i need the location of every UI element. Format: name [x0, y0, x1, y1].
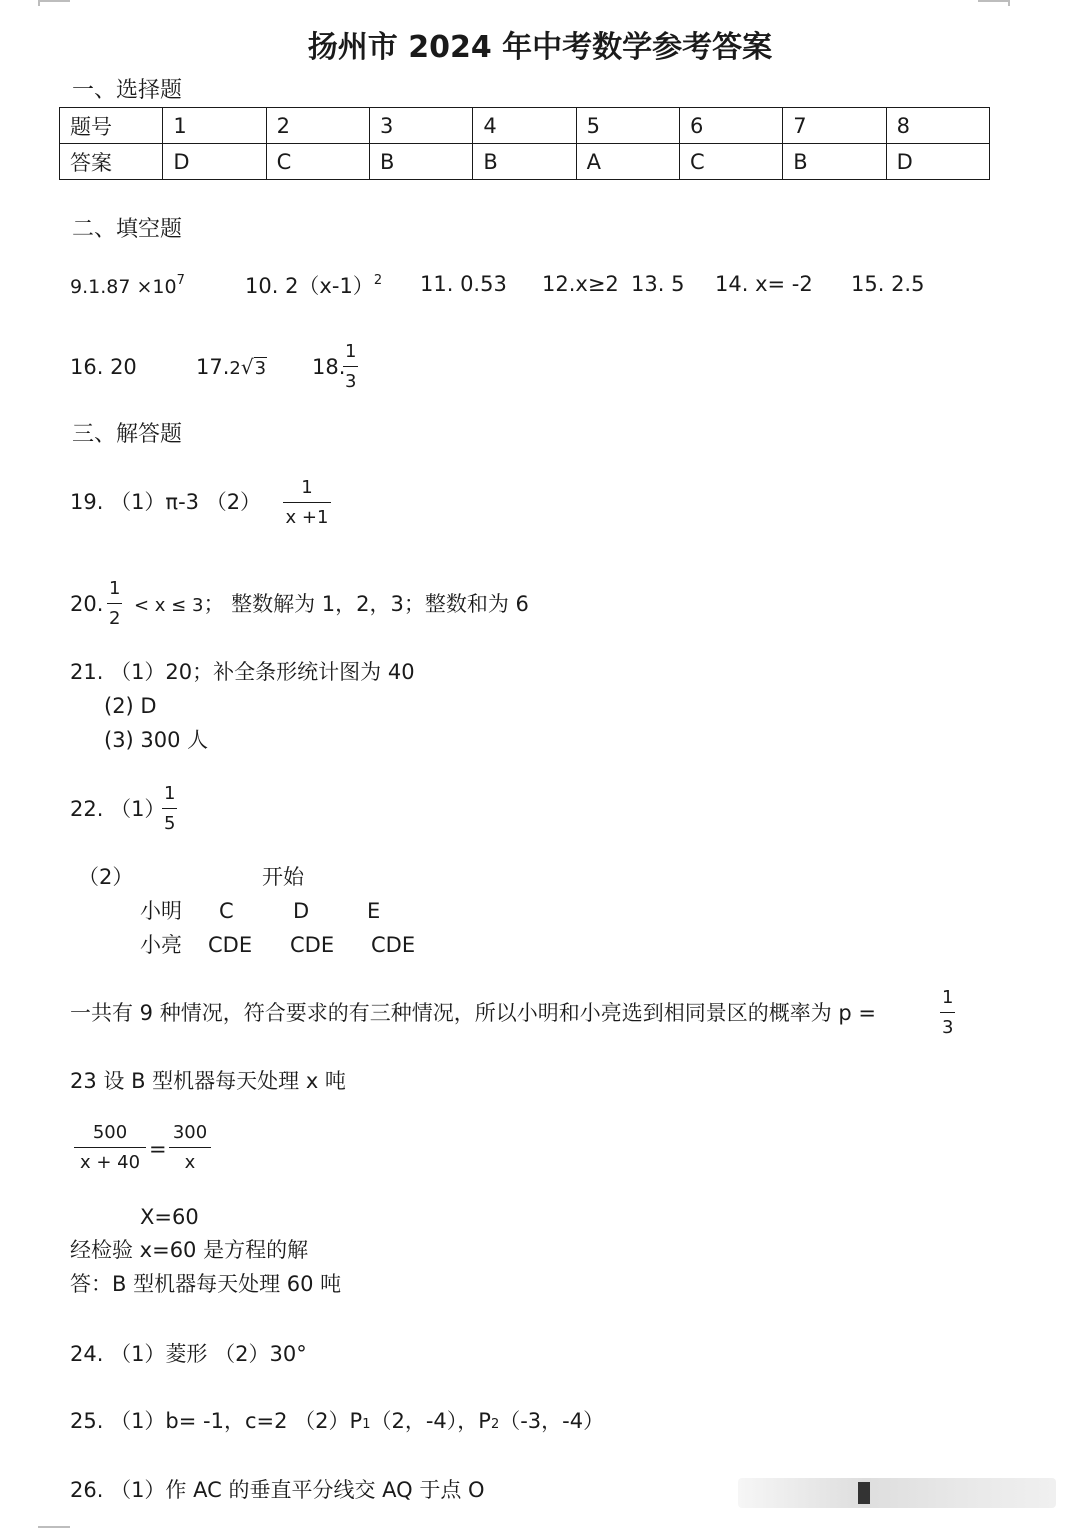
tree-ming-choice: E: [367, 899, 381, 923]
q25-part-c: （-3，-4）: [499, 1409, 605, 1433]
row-label-answer: 答案: [60, 144, 163, 180]
answer-q13: 13. 5: [631, 272, 685, 296]
tree-start: 开始: [262, 865, 304, 889]
answer-q24: 24. （1）菱形 （2）30°: [70, 1342, 307, 1366]
answer-q21-part1: 21. （1）20；补全条形统计图为 40: [70, 660, 415, 684]
table-cell: B: [473, 144, 576, 180]
q20-rest: ； 整数解为 1，2，3；整数和为 6: [203, 592, 529, 616]
answer-q11: 11. 0.53: [420, 272, 507, 296]
table-cell: C: [266, 144, 369, 180]
answer-q20: [134, 594, 529, 615]
table-cell: A: [576, 144, 679, 180]
answer-q25: [70, 1411, 604, 1432]
answer-q9: [70, 274, 185, 297]
q25-subscript-1: 1: [362, 1417, 371, 1432]
fraction-numerator: 1: [283, 479, 331, 503]
answer-q15: 15. 2.5: [851, 272, 925, 296]
q17-label: 17.: [196, 355, 230, 379]
table-row: [60, 144, 990, 180]
tree-liang-choice: CDE: [290, 933, 335, 957]
q23-solution: X=60: [140, 1205, 199, 1229]
tree-liang-label: 小亮: [140, 933, 182, 957]
answer-table: [59, 107, 990, 180]
q18-fraction: [343, 343, 358, 391]
table-cell: 8: [886, 108, 989, 144]
table-cell: D: [886, 144, 989, 180]
table-cell: 2: [266, 108, 369, 144]
table-cell: 5: [576, 108, 679, 144]
fraction-denominator: 3: [345, 371, 357, 392]
table-cell: D: [163, 144, 266, 180]
fraction-numerator: 300: [169, 1124, 211, 1148]
q22-fraction: [162, 785, 177, 833]
answer-q26: 26. （1）作 AC 的垂直平分线交 AQ 于点 O: [70, 1478, 485, 1502]
fraction-denominator: x + 40: [79, 1152, 141, 1173]
table-cell: C: [679, 144, 782, 180]
tree-ming-choice: C: [219, 899, 234, 923]
answer-q22-part1: 22. （1）: [70, 797, 166, 821]
fraction-denominator: 5: [164, 813, 176, 834]
q20-fraction: [107, 580, 122, 628]
fraction-denominator: 3: [942, 1017, 954, 1038]
table-cell: 1: [163, 108, 266, 144]
answer-q16: 16. 20: [70, 355, 137, 379]
q22-probability-fraction: [940, 989, 955, 1037]
fraction-numerator: 500: [74, 1124, 146, 1148]
fraction-numerator: 1: [343, 343, 358, 367]
table-cell: B: [369, 144, 472, 180]
fraction-numerator: 1: [940, 989, 955, 1013]
q9-exponent: 7: [176, 273, 185, 288]
answer-q21-part2: (2) D: [104, 694, 157, 718]
table-cell: 6: [679, 108, 782, 144]
q23-lhs-fraction: [74, 1124, 146, 1172]
q25-part-a: 25. （1）b= -1，c=2 （2）P: [70, 1409, 363, 1433]
table-cell: B: [783, 144, 886, 180]
tree-ming-label: 小明: [140, 899, 182, 923]
sqrt-icon: √: [240, 355, 254, 379]
fraction-denominator: x +1: [285, 507, 329, 528]
q10-exponent: 2: [373, 273, 383, 288]
fraction-numerator: 1: [162, 785, 177, 809]
fraction-denominator: 2: [109, 608, 121, 629]
q23-check: 经检验 x=60 是方程的解: [70, 1238, 309, 1262]
q23-intro: 23 设 B 型机器每天处理 x 吨: [70, 1069, 346, 1093]
answer-q10: [245, 274, 382, 297]
crop-mark-top-left: [38, 0, 70, 2]
watermark-mark: [858, 1482, 870, 1504]
q23-equals-sign: =: [149, 1137, 167, 1161]
table-cell: 7: [783, 108, 886, 144]
crop-mark-top-right: [978, 0, 1010, 2]
row-label-question-number: 题号: [60, 108, 163, 144]
answer-q21-part3: (3) 300 人: [104, 728, 209, 752]
q23-rhs-fraction: [169, 1124, 211, 1172]
answer-q22-part2: （2）: [78, 865, 134, 889]
crop-mark-bottom-left: [38, 1526, 70, 1528]
q23-answer: 答：B 型机器每天处理 60 吨: [70, 1272, 342, 1296]
q17-coefficient: 2: [229, 358, 241, 379]
table-cell: 4: [473, 108, 576, 144]
q22-conclusion: 一共有 9 种情况，符合要求的有三种情况，所以小明和小亮选到相同景区的概率为 p =: [70, 1001, 876, 1025]
q19-fraction: [283, 479, 331, 527]
answer-q14: 14. x= -2: [715, 272, 813, 296]
q25-subscript-2: 2: [490, 1417, 500, 1432]
page-title: 扬州市 2024 年中考数学参考答案: [307, 30, 773, 65]
crop-mark-top-right-v: [1008, 0, 1010, 6]
q20-inequality: < x ≤ 3: [134, 595, 204, 616]
answer-q18-label: 18.: [312, 355, 346, 379]
q25-part-b: （2，-4），P: [370, 1409, 491, 1433]
answer-q12: 12.x≥2: [542, 272, 619, 296]
section1-heading: 一、选择题: [72, 78, 183, 103]
answer-q17: [196, 357, 267, 378]
answer-q20-label: 20.: [70, 592, 104, 616]
answer-q19: 19. （1）π-3 （2）: [70, 490, 262, 514]
section2-heading: 二、填空题: [72, 217, 183, 242]
fraction-numerator: 1: [107, 580, 122, 604]
crop-mark-top-left-v: [38, 0, 40, 6]
tree-liang-choice: CDE: [371, 933, 416, 957]
blurred-watermark: [738, 1478, 1056, 1508]
tree-ming-choice: D: [293, 899, 310, 923]
tree-liang-choice: CDE: [208, 933, 253, 957]
section3-heading: 三、解答题: [72, 422, 183, 447]
q17-radicand: 3: [254, 358, 267, 379]
q10-text: 10. 2（x-1）: [245, 274, 374, 298]
q9-base: 9.1.87 ×10: [70, 276, 177, 298]
fraction-denominator: x: [184, 1152, 196, 1173]
table-row: [60, 108, 990, 144]
table-cell: 3: [369, 108, 472, 144]
